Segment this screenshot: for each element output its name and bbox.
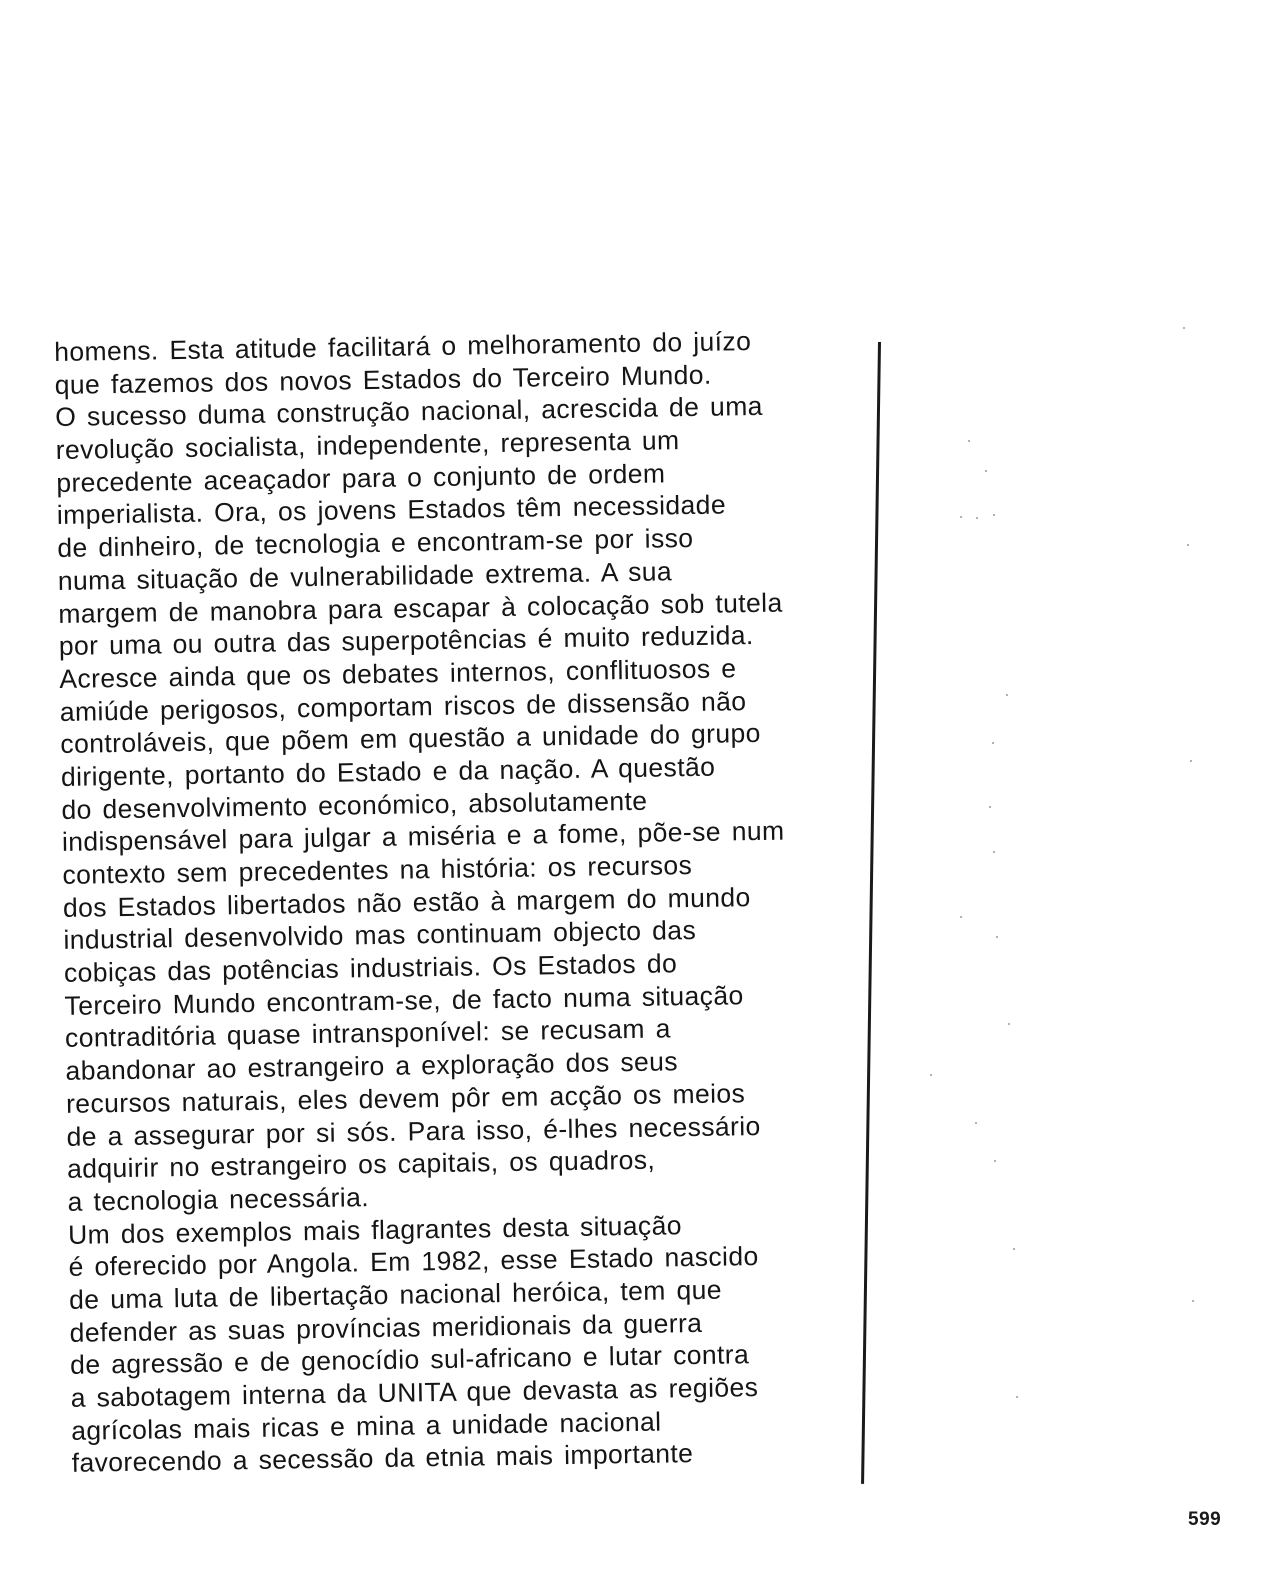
text-line: numa situação de vulnerabilidade extrema. A sua [57, 556, 673, 596]
scan-speck [1006, 694, 1008, 696]
text-line: cobiças das potências industriais. Os Estados do [63, 948, 678, 988]
text-line: contexto sem precedentes na história: os recursos [62, 850, 693, 890]
text-line: do desenvolvimento económico, absolutamente [61, 785, 648, 825]
text-line: por uma ou outra das superpotências é muito reduzida. [58, 620, 754, 662]
text-line: revolução socialista, independente, representa um [55, 425, 680, 466]
text-line: agrícolas mais ricas e mina a unidade nacional [70, 1406, 662, 1446]
text-line: Acresce ainda que os debates internos, conflituosos e [59, 653, 737, 694]
scan-speck [993, 514, 995, 516]
scan-speck [994, 1160, 996, 1162]
scan-speck [976, 517, 978, 519]
scan-speck [1016, 1396, 1018, 1398]
text-line: a sabotagem interna da UNITA que devasta as regiões [70, 1372, 759, 1413]
text-line: contraditória quase intransponível: se recusam a [64, 1013, 671, 1054]
text-line: dos Estados libertados não estão à margem do mundo [62, 881, 751, 923]
text-line: industrial desenvolvido mas continuam objecto das [63, 915, 697, 956]
scan-speck [1008, 1023, 1010, 1025]
text-line: controláveis, que põem em questão a unidade do grupo [60, 718, 761, 760]
page-number: 599 [1188, 1509, 1222, 1530]
scan-speck [993, 851, 995, 853]
scan-speck [996, 936, 998, 938]
scan-speck [985, 470, 987, 472]
scan-speck [992, 742, 994, 744]
text-line: indispensável para julgar a miséria e a fome, põe-se num [61, 815, 785, 858]
scan-speck [989, 806, 991, 808]
scan-speck [968, 440, 970, 442]
text-line: favorecendo a secessão da etnia mais importante [71, 1438, 694, 1479]
scan-speck [1183, 327, 1185, 329]
text-line: de dinheiro, de tecnologia e encontram-se por isso [57, 523, 694, 564]
text-line: dirigente, portanto do Estado e da nação. A questão [60, 751, 716, 792]
body-text [54, 323, 902, 1480]
text-line: a tecnologia necessária. [67, 1182, 370, 1217]
scan-speck [1013, 1248, 1015, 1250]
scan-speck [975, 1122, 977, 1124]
scan-speck [1192, 1300, 1194, 1302]
text-line: que fazemos dos novos Estados do Terceiro Mundo. [54, 359, 712, 400]
text-line: recursos naturais, eles devem pôr em acção os meios [65, 1078, 746, 1119]
scan-speck [930, 1074, 932, 1076]
text-line: defender as suas províncias meridionais da guerra [69, 1307, 703, 1348]
text-line: é oferecido por Angola. Em 1982, esse Estado nascido [68, 1241, 759, 1283]
text-line: imperialista. Ora, os jovens Estados têm necessidade [56, 489, 727, 531]
scan-speck [1190, 760, 1192, 762]
text-line: de agressão e de genocídio sul-africano e lutar contra [69, 1339, 750, 1381]
text-line: Terceiro Mundo encontram-se, de facto numa situação [64, 980, 744, 1021]
scan-speck [1187, 544, 1189, 546]
scan-speck [960, 916, 962, 918]
text-line: de uma luta de libertação nacional heróica, tem que [68, 1274, 723, 1315]
text-line: margem de manobra para escapar à colocação sob tutela [58, 587, 783, 629]
scan-speck [960, 516, 962, 518]
text-line: de a assegurar por si sós. Para isso, é-lhes necessário [66, 1110, 761, 1152]
text-line: abandonar ao estrangeiro a exploração dos seus [65, 1046, 679, 1087]
text-line: amiúde perigosos, comportam riscos de dissensão não [59, 685, 747, 727]
text-line: adquirir no estrangeiro os capitais, os quadros, [66, 1144, 656, 1185]
text-line: O sucesso duma construção nacional, acrescida de uma [55, 391, 764, 433]
text-line: Um dos exemplos mais flagrantes desta situação [67, 1209, 683, 1250]
text-line: homens. Esta atitude facilitará o melhoramento do juízo [54, 326, 752, 367]
text-line: precedente aceaçador para o conjunto de ordem [56, 458, 666, 498]
